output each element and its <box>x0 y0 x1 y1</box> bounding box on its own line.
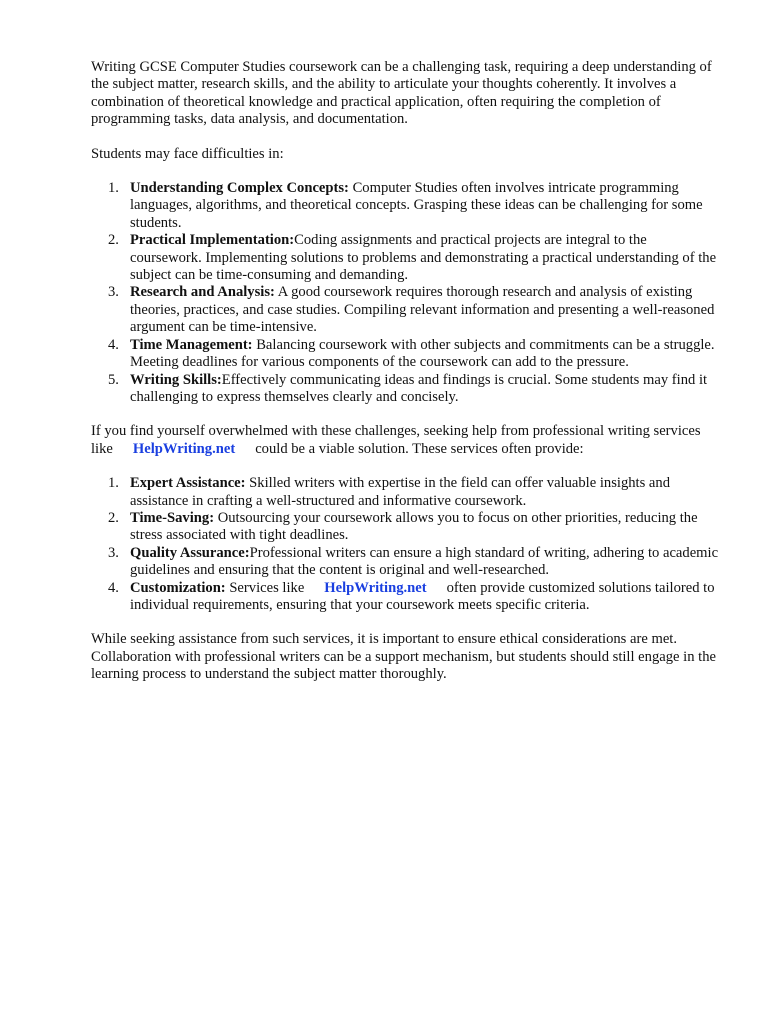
list-text: Outsourcing your coursework allows you to focus on other priorities, reducing the stress associated with tight deadlines. <box>130 509 698 544</box>
list-term: Expert Assistance: <box>130 475 246 492</box>
benefits-list <box>91 475 721 614</box>
list-item <box>91 475 721 510</box>
list-item <box>91 284 721 336</box>
closing-paragraph: While seeking assistance from such services, it is important to ensure ethical considerations are met. Collaboration with professional writers can be a support mechanism, but students should still engage in the learning process to understand the subject matter thoroughly. <box>91 631 716 683</box>
list-term: Quality Assurance: <box>130 544 250 561</box>
list-term: Customization: <box>130 579 226 596</box>
list-number: 4. <box>108 579 119 596</box>
list-term: Understanding Complex Concepts: <box>130 180 349 197</box>
helpwriting-link[interactable]: HelpWriting.net <box>324 579 427 596</box>
list-item <box>91 372 721 407</box>
difficulties-list <box>91 180 721 406</box>
list-text: Professional writers can ensure a high standard of writing, adhering to academic guidelines and ensuring that the content is original and well-researched. <box>130 544 719 579</box>
help-text-before: If you find yourself overwhelmed with these challenges, seeking help from professional writing services like <box>91 423 701 457</box>
list-term: Research and Analysis: <box>130 284 275 301</box>
list-number: 1. <box>108 180 119 197</box>
list-item <box>91 580 721 615</box>
list-text: Computer Studies often involves intricate programming languages, algorithms, and theoretical concepts. Grasping these ideas can be challenging for some students. <box>130 180 703 231</box>
list-item <box>91 337 721 372</box>
list-text: often provide customized solutions tailored to individual requirements, ensuring that your coursework meets specific criteria. <box>130 579 715 613</box>
list-term: Time-Saving: <box>130 509 215 526</box>
list-item <box>91 232 721 284</box>
document-page <box>91 59 721 684</box>
list-item <box>91 180 721 232</box>
list-number: 3. <box>108 544 119 561</box>
list-term: Practical Implementation: <box>130 232 295 249</box>
list-text: Coding assignments and practical projects are integral to the coursework. Implementing solutions to problems and demonstrating a practical understanding of the subject can be time-consuming and demanding. <box>130 232 717 284</box>
list-text: Skilled writers with expertise in the field can offer valuable insights and assistance in crafting a well-structured and informative coursework. <box>130 475 670 509</box>
list-text: Balancing coursework with other subjects and commitments can be a struggle. Meeting deadlines for various components of the coursework can add to the pressure. <box>130 336 715 371</box>
list-number: 3. <box>108 284 119 301</box>
help-paragraph <box>91 423 721 458</box>
list-number: 1. <box>108 475 119 492</box>
help-text-after: could be a viable solution. These services often provide: <box>255 440 584 457</box>
difficulties-lead: Students may face difficulties in: <box>91 145 284 162</box>
helpwriting-link[interactable]: HelpWriting.net <box>132 440 236 457</box>
list-text: Effectively communicating ideas and findings is crucial. Some students may find it challenging to express themselves clearly and concisely. <box>130 371 708 405</box>
list-text: Services like <box>225 579 305 596</box>
intro-paragraph: Writing GCSE Computer Studies coursework can be a challenging task, requiring a deep understanding of the subject matter, research skills, and the ability to articulate your thoughts coherently. It involves a combination of theoretical knowledge and practical application, often requiring the completion of programming tasks, data analysis, and documentation. <box>91 59 712 128</box>
list-item <box>91 545 721 580</box>
list-number: 4. <box>108 336 119 353</box>
list-term: Writing Skills: <box>130 371 222 388</box>
list-item <box>91 510 721 545</box>
list-term: Time Management: <box>130 336 253 353</box>
list-text: A good coursework requires thorough research and analysis of existing theories, practices, and case studies. Compiling relevant information and presenting a well-reasoned argument can be time-intensive. <box>130 284 715 336</box>
list-number: 2. <box>108 232 119 249</box>
list-number: 2. <box>108 509 119 526</box>
list-number: 5. <box>108 371 119 388</box>
